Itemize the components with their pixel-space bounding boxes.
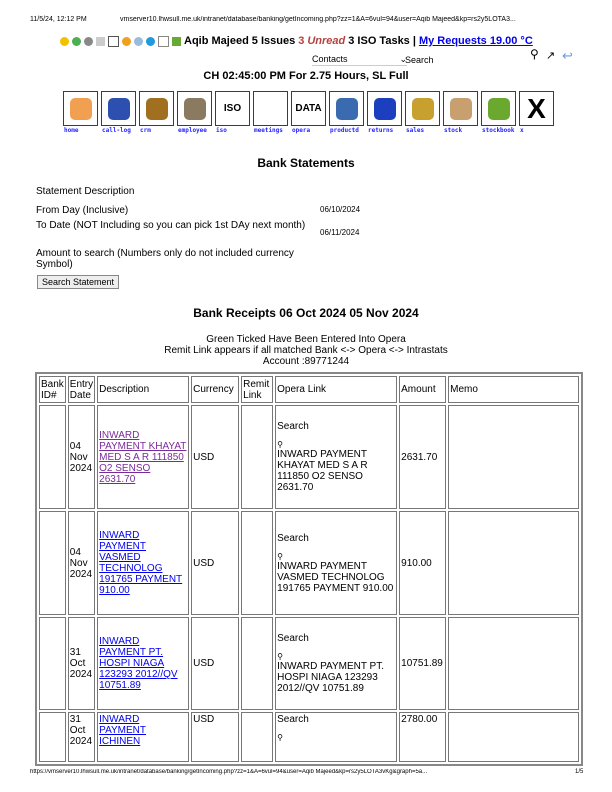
search-statement-button[interactable]: Search Statement xyxy=(37,275,119,289)
description-cell xyxy=(97,511,189,615)
entry-date-cell: 31 Oct 2024 xyxy=(68,712,95,762)
amount-cell: 2631.70 xyxy=(399,405,446,509)
nav-iso[interactable] xyxy=(215,91,250,134)
contacts-select[interactable] xyxy=(312,54,407,66)
opera-search-label[interactable]: Search xyxy=(277,532,309,544)
table-row xyxy=(39,617,579,710)
nav-call-log[interactable] xyxy=(101,91,136,134)
nav-home[interactable] xyxy=(63,91,98,134)
chest-icon xyxy=(146,98,168,120)
nav-meetings[interactable] xyxy=(253,91,288,134)
memo-cell[interactable] xyxy=(448,405,579,509)
description-link[interactable]: INWARD PAYMENT VASMED TECHNOLOG 191765 PAYMENT 910.00 xyxy=(99,530,183,596)
settings-icon[interactable] xyxy=(84,37,93,46)
opera-search-label[interactable]: Search xyxy=(277,714,309,725)
from-label: From Day (Inclusive) xyxy=(36,205,129,216)
description-link[interactable]: INWARD PAYMENT ICHINEN xyxy=(99,714,146,747)
remit-link-cell xyxy=(241,712,273,762)
nav-productd[interactable] xyxy=(329,91,364,134)
nav-opera[interactable] xyxy=(291,91,326,134)
column-header: Amount xyxy=(399,376,446,403)
nav-employee[interactable] xyxy=(177,91,212,134)
image-icon[interactable] xyxy=(158,36,169,47)
home-icon xyxy=(70,98,92,120)
chevron-down-icon: ⌄ xyxy=(399,54,407,64)
refresh-icon xyxy=(374,98,396,120)
bank-id-cell xyxy=(39,712,66,762)
entry-date-cell: 04 Nov 2024 xyxy=(68,511,95,615)
opera-match-text: INWARD PAYMENT KHAYAT MED S A R 111850 O2 SENSO 2631.70 xyxy=(277,449,368,493)
amount-cell: 910.00 xyxy=(399,511,446,615)
nav-label: stockbook xyxy=(482,127,515,134)
opera-match-text: INWARD PAYMENT PT. HOSPI NIAGA 123293 2012//QV 10751.89 xyxy=(277,661,385,694)
shopify-icon[interactable] xyxy=(172,37,181,46)
bank-id-cell xyxy=(39,511,66,615)
close-icon: X xyxy=(527,92,546,124)
iso-icon: ISO xyxy=(223,103,242,114)
grid-icon[interactable] xyxy=(96,37,105,46)
opera-link-cell xyxy=(275,617,397,710)
phone-icon xyxy=(108,98,130,120)
opera-match-text: INWARD PAYMENT VASMED TECHNOLOG 191765 PAYMENT 910.00 xyxy=(277,560,394,594)
link-icon[interactable] xyxy=(134,37,143,46)
nav-sales[interactable] xyxy=(405,91,440,134)
memo-cell[interactable] xyxy=(448,617,579,710)
column-header: Entry Date xyxy=(68,376,95,403)
nav-crm[interactable] xyxy=(139,91,174,134)
nav-label: stock xyxy=(444,127,463,134)
nav-label: home xyxy=(64,127,79,134)
remit-link-cell xyxy=(241,511,273,615)
people-icon xyxy=(184,98,206,120)
column-header: Currency xyxy=(191,376,239,403)
app-icon[interactable] xyxy=(72,37,81,46)
nav-label: x xyxy=(520,127,524,134)
amount-input[interactable] xyxy=(320,248,440,270)
column-header: Description xyxy=(97,376,189,403)
column-header: Memo xyxy=(448,376,579,403)
amount-cell: 2780.00 xyxy=(399,712,446,762)
print-datetime: 11/5/24, 12:12 PM xyxy=(30,16,87,23)
memo-cell[interactable] xyxy=(448,511,579,615)
statement-desc-label: Statement Description xyxy=(36,186,135,197)
pencil-icon xyxy=(260,98,282,120)
gears-icon xyxy=(336,98,358,120)
column-header: Opera Link xyxy=(275,376,397,403)
nav-x[interactable] xyxy=(519,91,554,134)
opera-link-cell xyxy=(275,405,397,509)
nav-label: opera xyxy=(292,127,311,134)
book-icon xyxy=(488,98,510,120)
nav-label: returns xyxy=(368,127,394,134)
nav-returns[interactable] xyxy=(367,91,402,134)
opera-link-cell xyxy=(275,712,397,762)
print-url: vmserver10.lhwsull.me.uk/intranet/database/banking/getIncoming.php?zz=1&A=6vul=94&user=Aqib Majeed&kp=rs2y5LOTA3... xyxy=(120,16,516,23)
receipts-table xyxy=(35,372,583,766)
page-title: Bank Statements xyxy=(257,156,355,170)
receipts-title: Bank Receipts 06 Oct 2024 05 Nov 2024 xyxy=(193,306,419,320)
ch-status: CH 02:45:00 PM For 2.75 Hours, SL Full xyxy=(203,70,409,82)
bank-id-cell xyxy=(39,617,66,710)
search-icon[interactable]: ⚲ xyxy=(277,652,283,661)
remit-link-cell xyxy=(241,617,273,710)
help-icon[interactable] xyxy=(122,37,131,46)
opera-link-cell xyxy=(275,511,397,615)
back-arrow-icon[interactable]: ↩ xyxy=(562,48,573,63)
currency-cell: USD xyxy=(191,405,239,509)
issues[interactable]: 5 Issues xyxy=(251,35,296,47)
search-input[interactable] xyxy=(405,55,525,65)
opera-search-label[interactable]: Search xyxy=(277,633,309,644)
table-row xyxy=(39,712,579,762)
box-icon xyxy=(450,98,472,120)
description-link[interactable]: INWARD PAYMENT KHAYAT MED S A R 111850 O2 SENSO 2631.70 xyxy=(99,429,187,485)
table-row xyxy=(39,405,579,509)
to-label: To Date (NOT Including so you can pick 1st DAy next month) xyxy=(36,220,306,231)
note-remit-link: Remit Link appears if all matched Bank <-> Opera <-> Intrastats xyxy=(164,345,448,356)
opera-data-icon: DATA xyxy=(295,103,322,114)
star-icon[interactable] xyxy=(60,37,69,46)
nav-label: iso xyxy=(216,127,227,134)
currency-cell: USD xyxy=(191,511,239,615)
user-name: Aqib Majeed xyxy=(184,35,249,47)
note-green-ticked: Green Ticked Have Been Entered Into Opera xyxy=(206,334,406,345)
unread-label[interactable]: Unread xyxy=(307,35,346,47)
amount-label: Amount to search (Numbers only do not included currency Symbol) xyxy=(36,248,294,270)
table-row xyxy=(39,511,579,615)
nav-label: sales xyxy=(406,127,425,134)
column-header: Bank ID# xyxy=(39,376,66,403)
nav-label: call-log xyxy=(102,127,131,134)
currency-cell: USD xyxy=(191,712,239,762)
entry-date-cell: 31 Oct 2024 xyxy=(68,617,95,710)
table-header-row xyxy=(39,376,579,403)
remit-link-cell xyxy=(241,405,273,509)
amount-cell: 10751.89 xyxy=(399,617,446,710)
entry-date-cell: 04 Nov 2024 xyxy=(68,405,95,509)
currency-cell: USD xyxy=(191,617,239,710)
chart-icon xyxy=(412,98,434,120)
window-icon[interactable] xyxy=(108,36,119,47)
description-cell xyxy=(97,712,189,762)
iso-tasks[interactable]: 3 ISO Tasks | xyxy=(348,35,416,47)
my-requests-link[interactable]: My Requests 19.00 °C xyxy=(418,35,533,47)
description-cell xyxy=(97,617,189,710)
nav-label: productd xyxy=(330,127,359,134)
nav-label: meetings xyxy=(254,127,283,134)
account-number: Account :89771244 xyxy=(262,356,350,367)
nav-label: employee xyxy=(178,127,207,134)
chat-icon[interactable] xyxy=(146,37,155,46)
search-placeholder: Search xyxy=(405,55,434,65)
external-link-icon[interactable]: ↗ xyxy=(546,50,556,62)
bank-id-cell xyxy=(39,405,66,509)
contacts-value: Contacts xyxy=(312,54,348,64)
nav-stock[interactable] xyxy=(443,91,478,134)
search-icon[interactable]: ⚲ xyxy=(277,440,283,449)
search-icon[interactable]: ⚲ xyxy=(277,551,283,561)
search-icon[interactable]: ⚲ xyxy=(277,733,283,742)
nav-stockbook[interactable] xyxy=(481,91,516,134)
unread-count[interactable]: 3 xyxy=(298,35,305,47)
nav-label: crm xyxy=(140,127,151,134)
opera-search-label[interactable]: Search xyxy=(277,421,309,432)
column-header: Remit Link xyxy=(241,376,273,403)
search-icon[interactable]: ⚲ xyxy=(530,47,539,61)
description-cell xyxy=(97,405,189,509)
to-date-input[interactable]: 06/11/2024 xyxy=(320,228,360,237)
nav-bar xyxy=(63,91,554,134)
top-bar xyxy=(60,35,533,47)
print-footer-url: https://vmserver10.lhwsull.me.uk/intranet/database/banking/getIncoming.php?zz=1&A=6vul=94&user=Aqib Majeed&kp=rs2y5LOTA3vKg&graph=5a... xyxy=(30,769,428,775)
memo-cell[interactable] xyxy=(448,712,579,762)
description-link[interactable]: INWARD PAYMENT PT. HOSPI NIAGA 123293 2012//QV 10751.89 xyxy=(99,636,178,691)
from-date-input[interactable]: 06/10/2024 xyxy=(320,205,361,214)
page-number: 1/5 xyxy=(575,769,584,775)
